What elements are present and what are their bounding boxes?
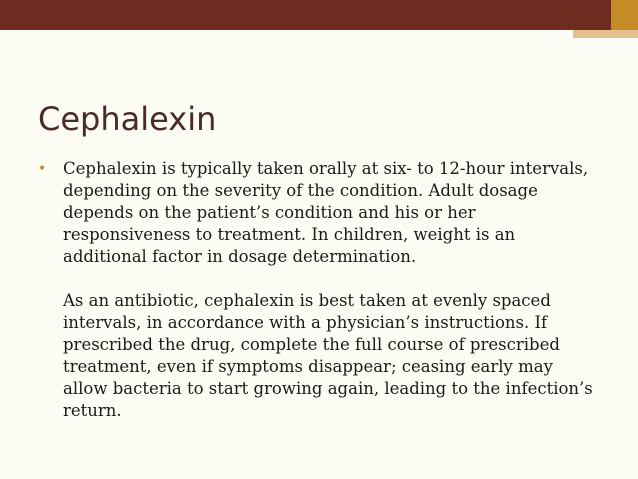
body-paragraph-2: As an antibiotic, cephalexin is best taken at evenly spaced intervals, in accordance with a physician’s instructions. If prescribed the drug, complete the full course of prescribed treatment, even if symptoms disappear; ceasing early may allow bacteria to start growing again, leading to the infection’s return. [63,291,593,420]
header-bar [0,0,638,30]
slide-body [38,158,598,444]
body-paragraph-1: Cephalexin is typically taken orally at six- to 12-hour intervals, depending on the severity of the condition. Adult dosage depends on the patient’s condition and his or her responsiveness to treatment. In children, weight is an additional factor in dosage determination. [63,159,589,266]
slide-title: Cephalexin [38,100,217,138]
header-accent [611,0,638,30]
bullet-icon: • [38,161,47,177]
header-accent-tab [573,30,638,38]
